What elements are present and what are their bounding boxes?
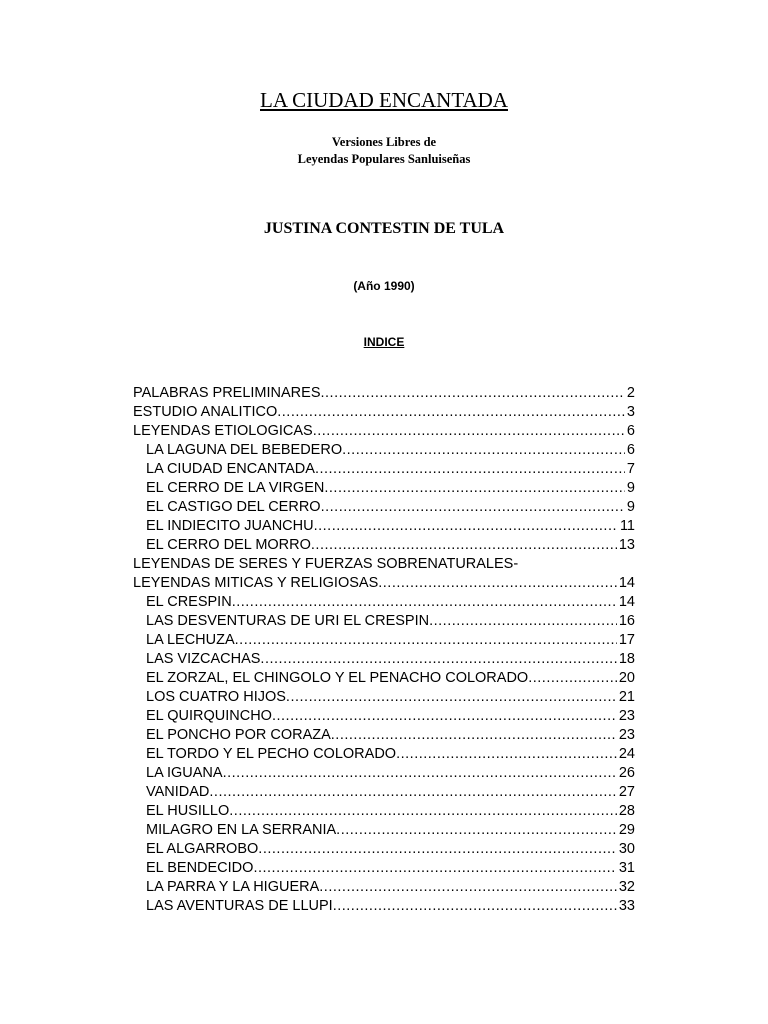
- toc-entry-title: EL CERRO DEL MORRO: [146, 537, 311, 553]
- subtitle-line-1: Versiones Libres de: [331, 135, 437, 149]
- toc-entry-title: ESTUDIO ANALITICO: [133, 404, 278, 420]
- toc-entry[interactable]: [133, 840, 635, 859]
- toc-leader-dots: [333, 897, 617, 916]
- toc-entry-page: 32: [618, 879, 635, 895]
- toc-entry[interactable]: [133, 517, 635, 536]
- toc-entry-title: LAS DESVENTURAS DE URI EL CRESPIN: [146, 613, 430, 629]
- toc-entry-title: LA PARRA Y LA HIGUERA: [146, 879, 320, 895]
- toc-entry-title: LEYENDAS ETIOLOGICAS: [133, 423, 313, 439]
- toc-entry-page: 20: [618, 670, 635, 686]
- toc-entry[interactable]: [133, 479, 635, 498]
- toc-leader-dots: [272, 707, 617, 726]
- toc-leader-dots: [253, 859, 616, 878]
- toc-leader-dots: [286, 688, 617, 707]
- toc-leader-dots: [319, 878, 617, 897]
- toc-entry[interactable]: [133, 897, 635, 916]
- toc-entry-title: LA IGUANA: [146, 765, 223, 781]
- toc-entry[interactable]: [133, 555, 635, 574]
- toc-entry[interactable]: [133, 802, 635, 821]
- toc-leader-dots: [528, 669, 617, 688]
- toc-leader-dots: [321, 384, 625, 403]
- table-of-contents: [133, 384, 635, 916]
- toc-entry-page: 7: [626, 461, 635, 477]
- toc-entry[interactable]: [133, 821, 635, 840]
- index-heading: INDICE: [363, 335, 405, 349]
- toc-entry[interactable]: [133, 783, 635, 802]
- toc-leader-dots: [315, 460, 625, 479]
- toc-entry-title: LAS AVENTURAS DE LLUPI: [146, 898, 333, 914]
- toc-entry-title: EL CASTIGO DEL CERRO: [146, 499, 321, 515]
- toc-entry-page: 14: [618, 594, 635, 610]
- toc-entry-title: LEYENDAS MITICAS Y RELIGIOSAS: [133, 575, 379, 591]
- toc-entry-title: EL CERRO DE LA VIRGEN: [146, 480, 325, 496]
- toc-entry-page: 21: [618, 689, 635, 705]
- toc-entry[interactable]: [133, 403, 635, 422]
- toc-entry-title: LA CIUDAD ENCANTADA: [146, 461, 315, 477]
- toc-entry-title: MILAGRO EN LA SERRANIA: [146, 822, 337, 838]
- toc-leader-dots: [258, 840, 617, 859]
- toc-entry-title: EL HUSILLO: [146, 803, 230, 819]
- toc-leader-dots: [277, 403, 625, 422]
- subtitle-line-2: Leyendas Populares Sanluiseñas: [297, 152, 471, 166]
- toc-entry-page: 31: [618, 860, 635, 876]
- toc-entry[interactable]: [133, 631, 635, 650]
- toc-entry-title: EL PONCHO POR CORAZA: [146, 727, 331, 743]
- toc-entry[interactable]: [133, 536, 635, 555]
- toc-entry[interactable]: [133, 612, 635, 631]
- toc-entry-title: EL ALGARROBO: [146, 841, 259, 857]
- toc-entry-title: LAS VIZCACHAS: [146, 651, 261, 667]
- toc-entry[interactable]: [133, 650, 635, 669]
- toc-entry-page: 16: [618, 613, 635, 629]
- toc-leader-dots: [235, 631, 617, 650]
- toc-entry[interactable]: [133, 574, 635, 593]
- toc-entry-title: LA LAGUNA DEL BEBEDERO: [146, 442, 343, 458]
- toc-entry-page: 14: [618, 575, 635, 591]
- document-title: LA CIUDAD ENCANTADA: [260, 88, 508, 112]
- toc-entry-page: 30: [618, 841, 635, 857]
- toc-entry-page: 27: [618, 784, 635, 800]
- toc-leader-dots: [331, 726, 617, 745]
- toc-entry[interactable]: [133, 498, 635, 517]
- toc-entry-title: VANIDAD: [146, 784, 210, 800]
- toc-leader-dots: [232, 593, 617, 612]
- toc-entry-title: LA LECHUZA: [146, 632, 235, 648]
- toc-leader-dots: [321, 498, 625, 517]
- toc-leader-dots: [342, 441, 625, 460]
- toc-leader-dots: [223, 764, 617, 783]
- toc-leader-dots: [429, 612, 617, 631]
- toc-entry-title: PALABRAS PRELIMINARES: [133, 385, 321, 401]
- toc-entry[interactable]: [133, 745, 635, 764]
- toc-entry[interactable]: [133, 859, 635, 878]
- toc-entry-page: 9: [626, 480, 635, 496]
- toc-entry-title: EL BENDECIDO: [146, 860, 254, 876]
- toc-leader-dots: [311, 536, 617, 555]
- toc-entry-page: 6: [626, 442, 635, 458]
- toc-entry-page: 24: [618, 746, 635, 762]
- toc-entry-page: 33: [618, 898, 635, 914]
- toc-entry-title: LEYENDAS DE SERES Y FUERZAS SOBRENATURALES-: [133, 556, 519, 572]
- toc-leader-dots: [314, 517, 618, 536]
- document-subtitle: [0, 134, 768, 168]
- toc-entry[interactable]: [133, 460, 635, 479]
- toc-leader-dots: [229, 802, 617, 821]
- toc-entry-page: 29: [618, 822, 635, 838]
- toc-leader-dots: [260, 650, 616, 669]
- toc-entry-page: 18: [618, 651, 635, 667]
- toc-entry-page: 9: [626, 499, 635, 515]
- toc-entry[interactable]: [133, 878, 635, 897]
- toc-entry-title: EL INDIECITO JUANCHU: [146, 518, 314, 534]
- toc-entry[interactable]: [133, 669, 635, 688]
- toc-leader-dots: [324, 479, 625, 498]
- toc-entry-page: 28: [618, 803, 635, 819]
- toc-entry[interactable]: [133, 707, 635, 726]
- toc-entry-title: EL CRESPIN: [146, 594, 232, 610]
- toc-leader-dots: [396, 745, 617, 764]
- toc-leader-dots: [313, 422, 625, 441]
- toc-entry-page: 3: [626, 404, 635, 420]
- toc-entry-page: 2: [626, 385, 635, 401]
- toc-entry-title: LOS CUATRO HIJOS: [146, 689, 286, 705]
- toc-entry-page: 23: [618, 727, 635, 743]
- toc-leader-dots: [378, 574, 617, 593]
- toc-entry[interactable]: [133, 764, 635, 783]
- toc-entry-page: 6: [626, 423, 635, 439]
- toc-leader-dots: [336, 821, 617, 840]
- toc-entry-page: 23: [618, 708, 635, 724]
- toc-entry[interactable]: [133, 593, 635, 612]
- toc-entry[interactable]: [133, 422, 635, 441]
- toc-entry[interactable]: [133, 441, 635, 460]
- toc-entry[interactable]: [133, 688, 635, 707]
- toc-entry-title: EL ZORZAL, EL CHINGOLO Y EL PENACHO COLORADO: [146, 670, 529, 686]
- toc-leader-dots: [209, 783, 616, 802]
- toc-entry[interactable]: [133, 726, 635, 745]
- toc-entry-page: 11: [619, 518, 635, 534]
- toc-entry-page: 17: [618, 632, 635, 648]
- document-year: (Año 1990): [353, 279, 415, 293]
- document-author: JUSTINA CONTESTIN DE TULA: [263, 220, 505, 237]
- toc-entry-title: EL TORDO Y EL PECHO COLORADO: [146, 746, 397, 762]
- toc-entry[interactable]: [133, 384, 635, 403]
- toc-entry-page: 26: [618, 765, 635, 781]
- toc-entry-title: EL QUIRQUINCHO: [146, 708, 272, 724]
- toc-entry-page: 13: [618, 537, 635, 553]
